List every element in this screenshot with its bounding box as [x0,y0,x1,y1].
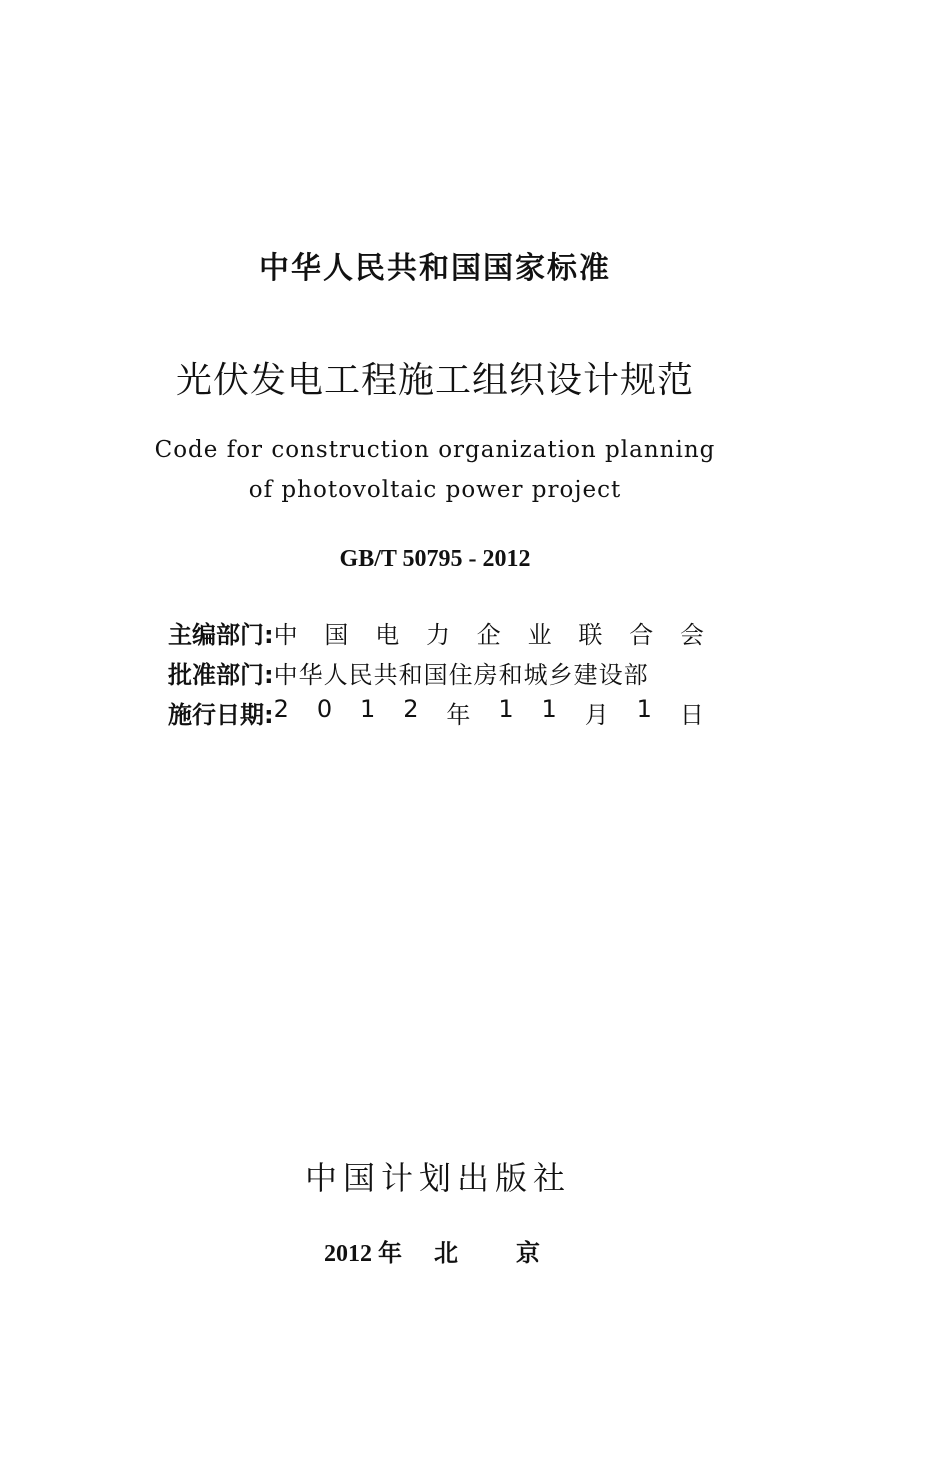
editor-char: 国 [324,620,349,649]
date-char: 1 [636,694,652,723]
date-char: 年 [446,700,471,729]
standard-number: GB/T 50795 - 2012 [339,546,531,572]
publication-city-part1: 北 [434,1241,458,1267]
publisher-name: 中国计划出版社 [304,1159,571,1197]
effective-date-value [274,695,704,730]
editor-department-label: 主编部门: [168,620,274,649]
date-char: 1 [360,694,376,723]
date-char: 日 [679,700,704,729]
approver-department-label: 批准部门: [168,660,274,689]
date-char: 0 [316,694,333,723]
editor-department-row [168,616,704,648]
editor-char: 电 [375,620,400,649]
publication-line [324,1233,540,1268]
editor-char: 联 [578,620,603,649]
document-title-english-line1: Code for construction organization planning [154,437,716,463]
publication-year: 2012 年 [324,1241,402,1267]
editor-char: 会 [679,620,704,649]
editor-department-value [274,615,704,650]
editor-char: 企 [476,620,501,649]
effective-date-row [168,696,704,728]
date-char: 1 [541,694,557,723]
series-title: 中华人民共和国国家标准 [259,251,611,286]
document-title-chinese: 光伏发电工程施工组织设计规范 [175,360,694,401]
document-title-english-line2: of photovoltaic power project [248,477,622,503]
effective-date-label: 施行日期: [168,700,274,729]
editor-char: 中 [273,620,298,649]
date-char: 1 [498,694,514,723]
editor-char: 业 [527,620,552,649]
approver-department-row [168,656,704,688]
editor-char: 力 [426,620,450,649]
date-char: 2 [403,694,419,723]
editor-char: 合 [629,620,654,649]
publication-city-part2: 京 [516,1241,540,1267]
date-char: 2 [273,694,289,723]
approver-department-value: 中华人民共和国住房和城乡建设部 [273,660,649,689]
date-char: 月 [584,700,609,729]
